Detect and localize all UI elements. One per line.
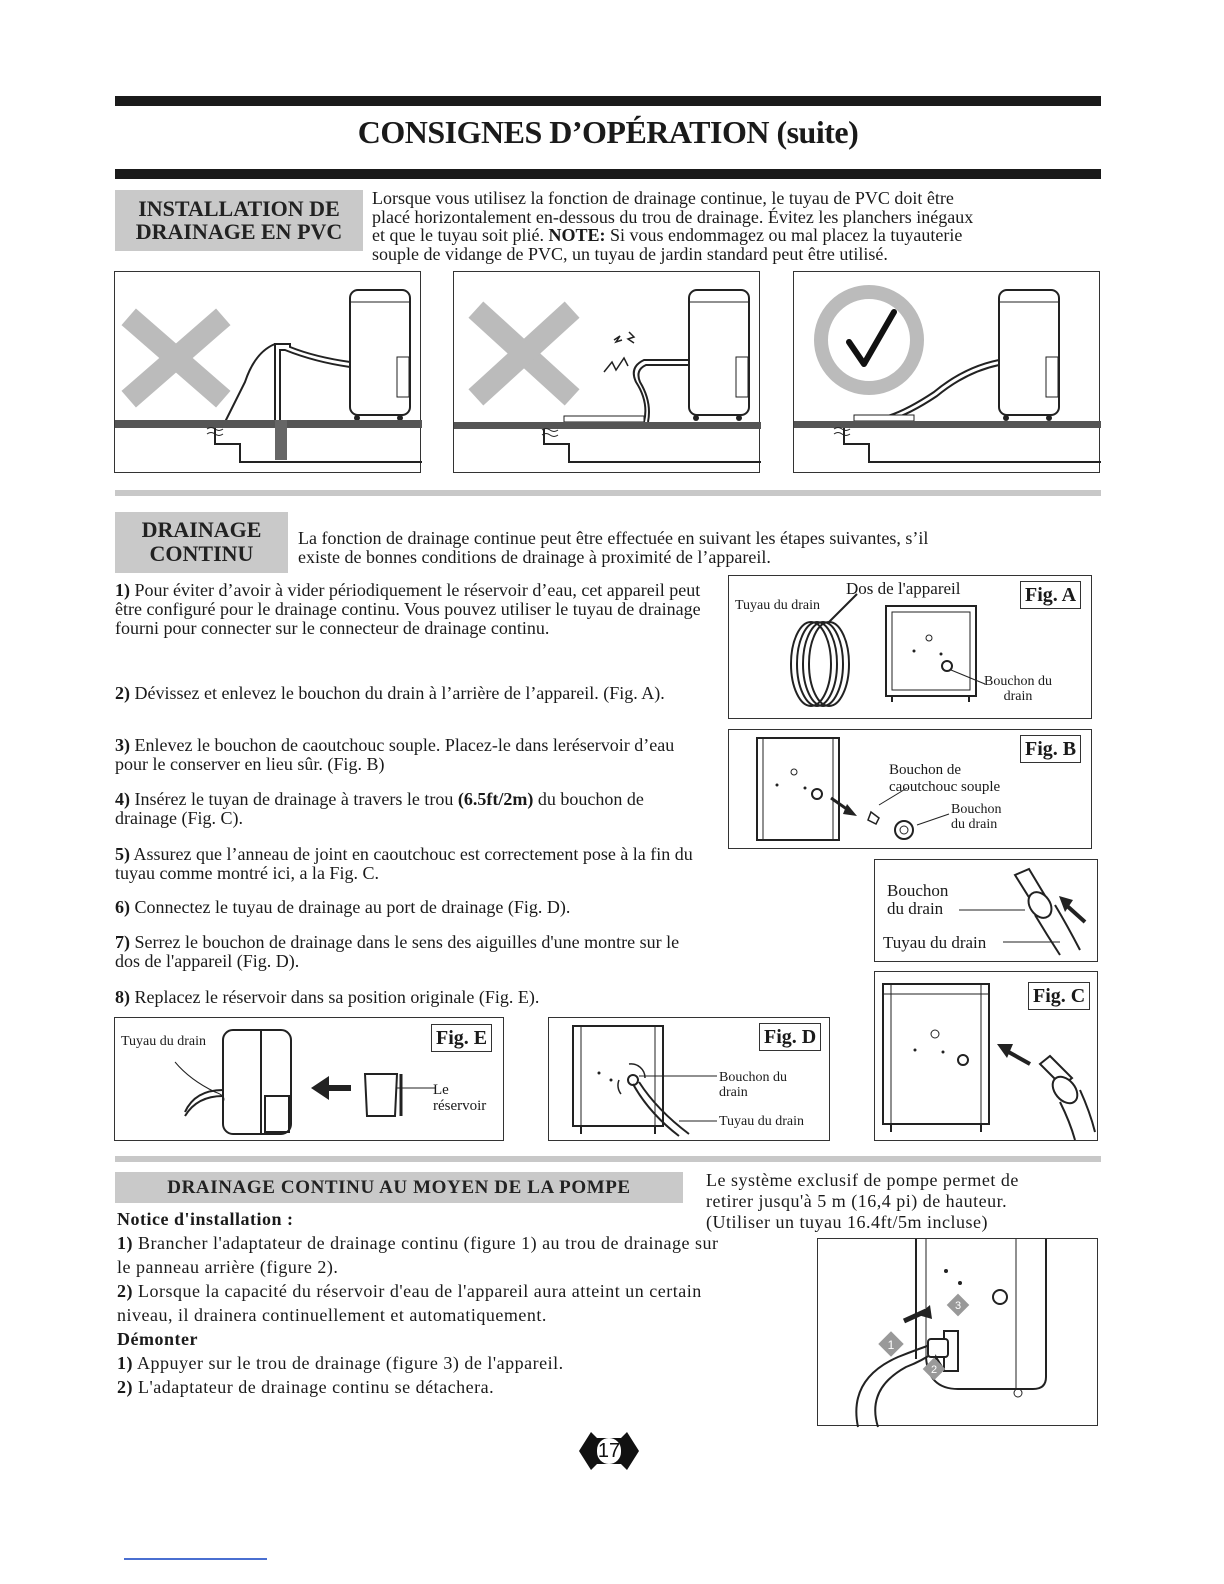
dehumidifier-unit — [689, 290, 749, 415]
pvc-intro-line: Lorsque vous utilisez la fonction de drainage continue, le tuyau de PVC doit être — [372, 188, 954, 208]
coiled-hose-icon — [791, 594, 857, 706]
pvc-wrong-2-drawing — [454, 272, 761, 474]
continu-intro-line: existe de bonnes conditions de drainage à proximité de l’appareil. — [298, 547, 771, 567]
fig-d-tag: Fig. D — [759, 1023, 821, 1051]
figure-marker-3-text: 3 — [954, 1300, 962, 1312]
fig-e-drawing — [115, 1018, 505, 1142]
cross-icon — [484, 317, 564, 390]
fig-d-hose-label: Tuyau du drain — [719, 1114, 805, 1129]
fig-d-plug-label: Bouchon du drain — [719, 1070, 788, 1100]
pvc-section-label — [115, 190, 363, 251]
hose-end-icon — [1040, 1056, 1095, 1140]
pump-section-label: DRAINAGE CONTINU AU MOYEN DE LA POMPE — [115, 1172, 683, 1203]
pvc-label-line1: INSTALLATION DE — [138, 196, 340, 221]
drain-plug-icon — [895, 821, 913, 839]
footer-link-underline — [124, 1558, 267, 1560]
remove-title: Démonter — [117, 1329, 198, 1349]
continu-intro-paragraph — [298, 529, 1098, 567]
fig-e-hose-label: Tuyau du drain — [121, 1034, 207, 1049]
fig-a-back-label: Dos de l'appareil — [846, 579, 961, 598]
pump-instructions — [117, 1207, 723, 1399]
section-divider — [115, 1156, 1101, 1162]
pvc-intro-line: souple de vidange de PVC, un tuyau de jardin standard peut être utilisé. — [372, 243, 888, 264]
pump-figure — [817, 1238, 1098, 1426]
pvc-intro-line: placé horizontalement en-dessous du trou de drainage. Évitez les planchers inégaux — [372, 206, 974, 227]
page-number-badge — [577, 1428, 641, 1474]
fig-a-hose-label: Tuyau du drain — [735, 598, 821, 613]
continu-section-label — [115, 512, 288, 573]
fig-c-tag: Fig. C — [1028, 982, 1090, 1010]
fig-a — [728, 575, 1092, 719]
unit-back-panel — [883, 984, 989, 1124]
fig-c — [874, 971, 1098, 1141]
fig-d-drawing — [549, 1018, 831, 1142]
remove-item-1: 1) Appuyer sur le trou de drainage (figure 3) de l'appareil. — [117, 1353, 564, 1373]
continu-label-line2: CONTINU — [149, 541, 254, 566]
step-1: 1) Pour éviter d’avoir à vider périodiquement le réservoir d’eau, cet appareil peut être configuré pour le drainage continu. Vous pouvez utiliser le tuyau de drainage fourni pour connecter sur le connecteur de drainage continu. — [115, 580, 701, 638]
notice-item-2: 2) Lorsque la capacité du réservoir d'eau de l'appareil aura atteint un certain niveau, il drainera continuellement et automatiquement. — [117, 1281, 702, 1325]
fig-b-tag: Fig. B — [1020, 735, 1081, 763]
top-rule — [115, 96, 1101, 106]
step-7: 7) Serrez le bouchon de drainage dans le sens des aiguilles d'une montre sur le dos de l'appareil (Fig. D). — [115, 932, 680, 971]
fig-e-tag: Fig. E — [431, 1024, 492, 1052]
checkmark-icon — [821, 292, 917, 388]
figure-marker-1-text: 1 — [887, 1338, 895, 1352]
figure-marker-1 — [878, 1331, 903, 1356]
step-3: 3) Enlevez le bouchon de caoutchouc souple. Placez-le dans leréservoir d’eau pour le conserver en lieu sûr. (Fig. B) — [115, 735, 675, 774]
unit-back-panel — [886, 606, 976, 696]
pvc-correct-drawing — [794, 272, 1101, 474]
fig-ring-drawing — [875, 860, 1099, 963]
step-4: 4) Insérez le tuyan de drainage à travers le trou (6.5ft/2m) du bouchon de drainage (Fig. C). — [115, 789, 644, 828]
pump-side-note: Le système exclusif de pompe permet de retirer jusqu'à 5 m (16,4 pi) de hauteur. (Utiliser un tuyau 16.4ft/5m incluse) — [706, 1170, 1019, 1232]
dehumidifier-unit — [999, 290, 1059, 415]
remove-item-2: 2) L'adaptateur de drainage continu se détachera. — [117, 1377, 495, 1397]
unit-back-panel — [757, 738, 839, 840]
figure-marker-2-text: 2 — [930, 1364, 938, 1376]
continu-label-line1: DRAINAGE — [141, 517, 262, 542]
water-tank-icon — [365, 1074, 397, 1116]
pvc-label-line2: DRAINAGE EN PVC — [135, 219, 343, 244]
step-5: 5) Assurez que l’anneau de joint en caoutchouc est correctement pose à la fin du tuyau comme montré ici, a la Fig. C. — [115, 844, 693, 883]
page-number: 17 — [597, 1440, 621, 1462]
cross-icon — [137, 324, 215, 392]
note-label: NOTE: — [548, 225, 606, 245]
notice-title: Notice d'installation : — [117, 1209, 294, 1229]
pump-figure-drawing — [818, 1239, 1099, 1427]
pvc-intro-paragraph — [372, 189, 1092, 263]
continu-intro-line: La fonction de drainage continue peut être effectuée en suivant les étapes suivantes, s’il — [298, 528, 929, 548]
pvc-illustration-correct — [793, 271, 1100, 473]
step-8: 8) Replacez le réservoir dans sa position originale (Fig. E). — [115, 987, 540, 1007]
figure-marker-3 — [947, 1294, 970, 1317]
section-divider — [115, 490, 1101, 496]
fig-a-plug-label: Bouchon du drain — [984, 674, 1053, 704]
unit-side-view — [223, 1030, 291, 1134]
fig-b-drain-plug-label: Bouchon du drain — [951, 802, 1002, 832]
pvc-illustration-wrong-2 — [453, 271, 760, 473]
fig-e — [114, 1017, 504, 1141]
step-6: 6) Connectez le tuyau de drainage au port de drainage (Fig. D). — [115, 897, 571, 917]
pvc-wrong-1-drawing — [115, 272, 422, 474]
rubber-plug-icon — [868, 812, 879, 824]
fig-b — [728, 729, 1092, 849]
pvc-intro-line: et que le tuyau soit plié. NOTE: Si vous endommagez ou mal placez la tuyauterie — [372, 225, 963, 245]
fig-hose-ring — [874, 859, 1098, 962]
fig-b-drawing — [729, 730, 1093, 850]
fig-c-drawing — [875, 972, 1099, 1142]
dehumidifier-unit — [350, 290, 410, 415]
fig-b-rubber-plug-label: Bouchon de caoutchouc souple — [889, 762, 1001, 795]
pvc-illustration-wrong-1 — [114, 271, 421, 473]
notice-item-1: 1) Brancher l'adaptateur de drainage continu (figure 1) au trou de drainage sur le panneau arrière (figure 2). — [117, 1233, 719, 1277]
fig-e-tank-label: Le réservoir — [433, 1082, 487, 1114]
step-2: 2) Dévissez et enlevez le bouchon du drain à l’arrière de l’appareil. (Fig. A). — [115, 683, 665, 703]
title-underline-rule — [115, 169, 1101, 179]
fig-ring-plug-label: Bouchon du drain — [887, 881, 949, 918]
fig-d — [548, 1017, 830, 1141]
page-title: CONSIGNES D’OPÉRATION (suite) — [357, 114, 859, 150]
fig-a-tag: Fig. A — [1020, 581, 1081, 609]
fig-ring-hose-label: Tuyau du drain — [883, 933, 987, 952]
fig-a-drawing — [729, 576, 1093, 720]
